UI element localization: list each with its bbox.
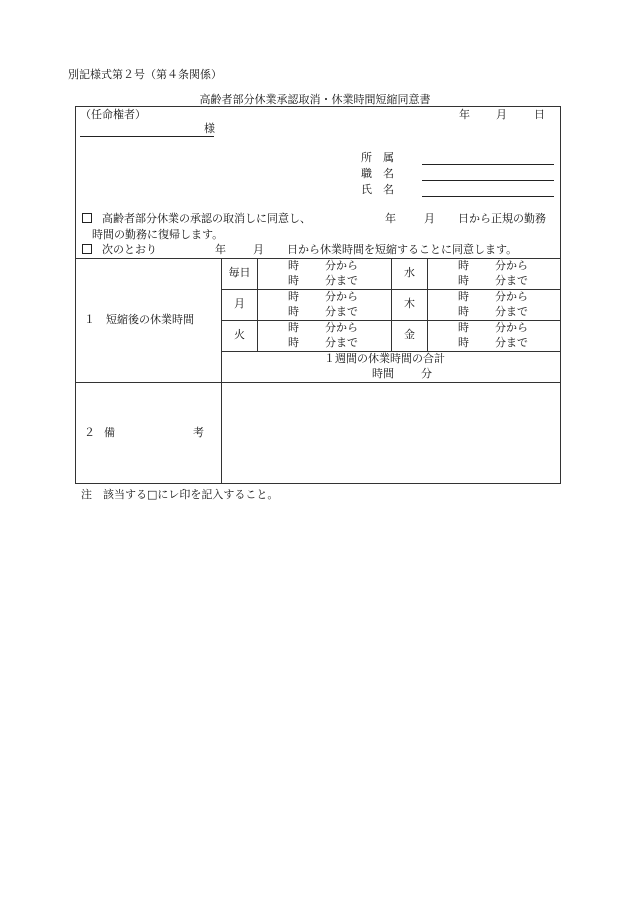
section2-number: ２ (84, 426, 95, 439)
authority-name-line[interactable] (80, 136, 214, 137)
monday-from-minute[interactable]: 分から (325, 290, 358, 303)
tuesday-to-hour[interactable]: 時 (288, 336, 299, 349)
consent-option-shorten (82, 243, 157, 257)
day-label-tuesday: 火 (234, 328, 245, 341)
monday-to-hour[interactable]: 時 (288, 305, 299, 318)
thursday-from-hour[interactable]: 時 (458, 290, 469, 303)
table-right-border (560, 106, 561, 483)
tuesday-to-minute[interactable]: 分まで (325, 336, 358, 349)
cancel-option-text-line2: 時間の勤務に復帰します。 (92, 228, 224, 241)
table-top-border (75, 106, 561, 107)
consent-option-cancel (82, 212, 311, 226)
cancel-year-label: 年 (385, 212, 396, 225)
shorten-day-text: 日から休業時間を短縮することに同意します。 (287, 243, 518, 256)
form-number: 別記様式第２号（第４条関係） (68, 68, 222, 81)
position-field[interactable] (422, 180, 554, 181)
monday-from-hour[interactable]: 時 (288, 290, 299, 303)
day-label-friday: 金 (404, 328, 415, 341)
date-year-label: 年 (459, 108, 470, 121)
day-label-wednesday: 水 (404, 266, 415, 279)
friday-from-hour[interactable]: 時 (458, 321, 469, 334)
weekly-total-minutes[interactable]: 分 (421, 367, 432, 380)
monday-to-minute[interactable]: 分まで (325, 305, 358, 318)
position-label: 職 名 (361, 167, 394, 180)
affiliation-label: 所 属 (361, 151, 394, 164)
friday-to-minute[interactable]: 分まで (495, 336, 528, 349)
everyday-from-minute[interactable]: 分から (325, 259, 358, 272)
everyday-from-hour[interactable]: 時 (288, 259, 299, 272)
tuesday-from-minute[interactable]: 分から (325, 321, 358, 334)
appointing-authority-label: （任命権者） (80, 108, 146, 121)
friday-from-minute[interactable]: 分から (495, 321, 528, 334)
wednesday-from-minute[interactable]: 分から (495, 259, 528, 272)
shorten-checkbox[interactable] (82, 244, 92, 254)
section1-label: １ 短縮後の休業時間 (84, 313, 194, 326)
thursday-from-minute[interactable]: 分から (495, 290, 528, 303)
everyday-to-hour[interactable]: 時 (288, 274, 299, 287)
day-label-thursday: 木 (404, 297, 415, 310)
document-title: 高齢者部分休業承認取消・休業時間短縮同意書 (199, 93, 431, 106)
everyday-to-minute[interactable]: 分まで (325, 274, 358, 287)
cancel-day-text: 日から正規の勤務 (458, 212, 546, 225)
name-label: 氏 名 (361, 183, 394, 196)
thursday-to-hour[interactable]: 時 (458, 305, 469, 318)
day-label-everyday: 毎日 (228, 266, 251, 279)
tuesday-from-hour[interactable]: 時 (288, 321, 299, 334)
day-column-divider-3 (427, 258, 428, 351)
shorten-option-text: 次のとおり (102, 243, 157, 256)
wednesday-to-minute[interactable]: 分まで (495, 274, 528, 287)
day-column-divider-1 (257, 258, 258, 351)
wednesday-to-hour[interactable]: 時 (458, 274, 469, 287)
cancel-month-label: 月 (424, 212, 435, 225)
section2-label-second-char: 考 (193, 426, 204, 439)
friday-to-hour[interactable]: 時 (458, 336, 469, 349)
section1-top-border (75, 258, 561, 259)
weekly-total-hours[interactable]: 時間 (372, 367, 394, 380)
table-bottom-border (75, 483, 561, 484)
name-field[interactable] (422, 196, 554, 197)
footnote: 注 該当する□にレ印を記入すること。 (81, 488, 279, 501)
shorten-month-label: 月 (253, 243, 264, 256)
remarks-field[interactable] (222, 383, 560, 483)
affiliation-field[interactable] (422, 164, 554, 165)
table-left-border (75, 106, 76, 483)
shorten-year-label: 年 (215, 243, 226, 256)
date-day-label: 日 (534, 108, 545, 121)
thursday-to-minute[interactable]: 分まで (495, 305, 528, 318)
date-month-label: 月 (496, 108, 507, 121)
honorific-label: 様 (204, 122, 215, 135)
weekly-total-label: １週間の休業時間の合計 (324, 352, 445, 365)
section2-label-first-char: 備 (104, 426, 115, 439)
cancel-checkbox[interactable] (82, 213, 92, 223)
wednesday-from-hour[interactable]: 時 (458, 259, 469, 272)
day-label-monday: 月 (234, 297, 245, 310)
cancel-option-text: 高齢者部分休業の承認の取消しに同意し、 (102, 212, 311, 225)
